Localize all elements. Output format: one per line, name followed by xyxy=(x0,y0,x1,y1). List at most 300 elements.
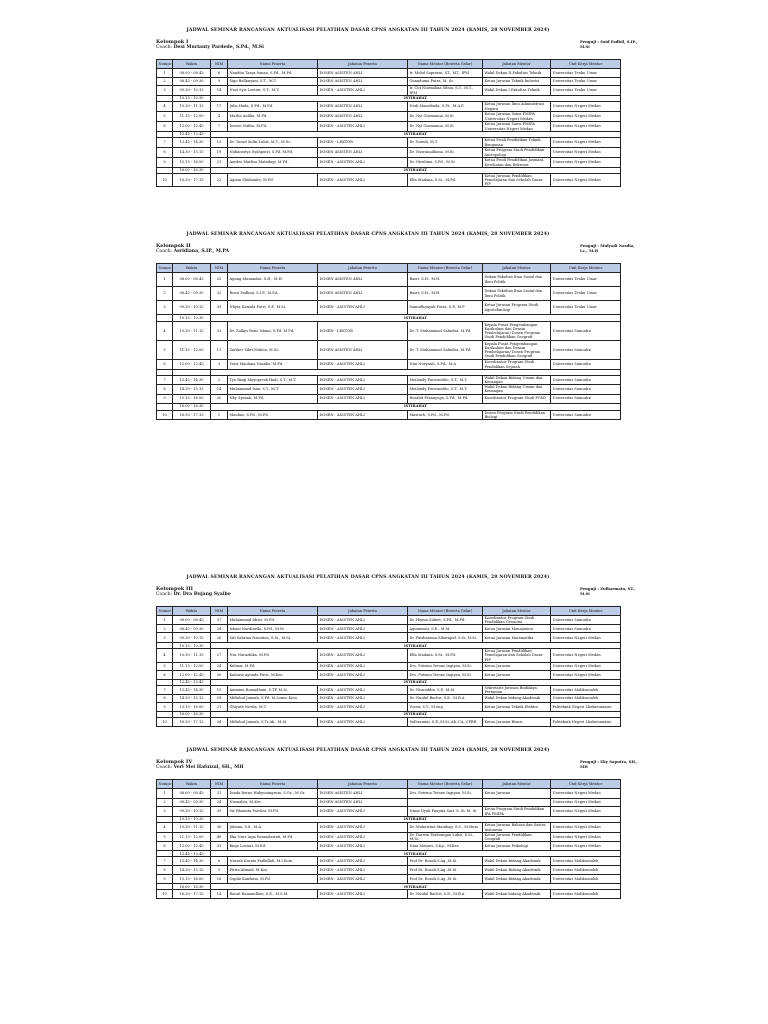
cell-nim: 27 xyxy=(211,649,228,662)
cell-nama: Ospila Kanfaria, M.Pd. xyxy=(228,875,318,884)
cell-jab: DOSEN ASISTEN AHLI xyxy=(318,102,408,112)
cell-mentor: Dr. Nirubina, S.Pd., M.Sr xyxy=(408,158,483,168)
cell-no: 3 xyxy=(157,807,173,817)
cell-waktu: 13.45 - 14.30 xyxy=(173,857,211,866)
cell-jm: Ketua Jurusan Ilmu Administrasi Negara xyxy=(483,102,551,112)
cell-nama: Nidiansriya Syahputri, S.Pd. M.Pd. xyxy=(228,148,318,158)
cell-waktu: 14.30 - 15.15 xyxy=(173,694,211,702)
table-row xyxy=(157,410,621,419)
table-row xyxy=(157,799,621,807)
cell-unit: Universitas Teuku Umar xyxy=(551,86,621,96)
cell-jm: Ketua Program Studi Pendidikan IPA FMIPA xyxy=(483,807,551,817)
column-header: Unit Kerja Mentor xyxy=(551,780,621,789)
column-header: Jabatan Peserta xyxy=(318,780,408,789)
cell-nama: Tyo Rizqi Mayopresk Hadi, S.T., M.T. xyxy=(228,376,318,385)
cell-jab: DOSEN ASISTEN AHLI xyxy=(318,148,408,158)
cell-nim: 33 xyxy=(211,842,228,851)
cell-waktu: 16.30 - 17.15 xyxy=(173,717,211,726)
break-label: ISTIRAHAT xyxy=(211,643,621,649)
cell-no: 9 xyxy=(157,702,173,711)
cell-jab: DOSEN - ASISTEN AHLI xyxy=(318,625,408,633)
cell-mentor: Prof Dr. Rozali,S.Ag.,M.Si. xyxy=(408,866,483,875)
schedule-table xyxy=(156,779,621,899)
cell-unit: Universitas Malikussaleh xyxy=(551,875,621,884)
cell-mentor: Drs. Putrina Tersne Ingiyan, M.Si. xyxy=(408,670,483,679)
column-header: Nama Peserta xyxy=(228,60,318,69)
cell-jab: DOSEN - ASISTEN AHLI xyxy=(318,360,408,370)
cell-mentor: Dr. Nusranadhana, M.Si. xyxy=(408,148,483,158)
column-header: Jabatan Mentor xyxy=(483,780,551,789)
cell-nim: 31 xyxy=(211,789,228,799)
cell-nama: Rossi Fadhini, S.I.P., M.P.A. xyxy=(228,287,318,301)
cell-jab: DOSEN - ASISTEN AHLI xyxy=(318,685,408,694)
cell-waktu: 13.45 - 14.30 xyxy=(173,376,211,385)
table-row xyxy=(157,322,621,341)
cell-waktu: 15.15 - 16.00 xyxy=(173,702,211,711)
cell-mentor: Dr. Nuidul Bachri, S.E., M.B.A xyxy=(408,890,483,899)
cell-no: 8 xyxy=(157,148,173,158)
cell-mentor: Nadi Mansibuda, S.Pt., M.A.P. xyxy=(408,102,483,112)
break-label: ISTIRAHAT xyxy=(211,315,621,322)
cell-mentor: Basri, S.H., M.H. xyxy=(408,273,483,287)
table-row xyxy=(157,662,621,670)
cell-jab: DOSEN ASISTEN AHLI xyxy=(318,789,408,799)
cell-unit: Universitas Malikussaleh xyxy=(551,694,621,702)
cell-nim: 15 xyxy=(211,685,228,694)
cell-jm: Wakil Dekan I Fakultas Teknik xyxy=(483,86,551,96)
cell-nim: 36 xyxy=(211,823,228,833)
cell-waktu: 11.15 - 12.00 xyxy=(173,341,211,360)
cell-waktu: 10.30 - 11.15 xyxy=(173,322,211,341)
cell-waktu: 15.15 - 16.00 xyxy=(173,394,211,403)
cell-jm: Ketua Prodi Pendidikan Jasmani, Kesehatan dan Rekreasi xyxy=(483,158,551,168)
table-row xyxy=(157,717,621,726)
column-header: Waktu xyxy=(173,60,211,69)
table-row xyxy=(157,685,621,694)
cell-jm: Dekan Fakultas Ilmu Sosial dan Ilmu Politik xyxy=(483,287,551,301)
cell-no: 1 xyxy=(157,789,173,799)
cell-no: 1 xyxy=(157,616,173,625)
cell-no: 7 xyxy=(157,857,173,866)
cell-mentor: Elfa Madana, S.Si., M.Pd. xyxy=(408,649,483,662)
cell-jm: Kepala Pusat Pengembangan Kurikulum dan Desain Pembelajaran/ Dosen Program Studi Pendidikan Geografi xyxy=(483,322,551,341)
cell-no: 10 xyxy=(157,174,173,187)
cell-no: 1 xyxy=(157,69,173,78)
table-row xyxy=(157,616,621,625)
column-header: Unit Kerja Mentor xyxy=(551,607,621,616)
column-header: Nama Peserta xyxy=(228,780,318,789)
cell-nama: Nur Nurazhika, M.Pd. xyxy=(228,649,318,662)
cell-nama: Mauliae, S.Pd., M.Pd. xyxy=(228,410,318,419)
schedule-title: JADWAL SEMINAR RANCANGAN AKTUALISASI PELATIHAN DASAR CPNS ANGKATAN III TAHUN 2024 (KAMIS, 28 NOVEMBER 2024) xyxy=(186,575,550,580)
cell-nama: Murlia Aulilia, M.Pd. xyxy=(228,112,318,122)
table-header-row xyxy=(157,60,621,69)
group-name: Kelompok I xyxy=(156,39,189,45)
cell-jm: Ketua Jurusan Pendidikan Pemelajaran dan Sekolah Dasar PIP xyxy=(483,174,551,187)
cell-jm: Ketua Jurusan Sains FMIPA Universitas Negeri Medan xyxy=(483,112,551,122)
cell-unit: Universitas Negeri Medan xyxy=(551,799,621,807)
cell-no: 4 xyxy=(157,649,173,662)
cell-nim: 24 xyxy=(211,625,228,633)
cell-nim: 8 xyxy=(211,857,228,866)
column-header: Unit Kerja Mentor xyxy=(551,60,621,69)
break-number-cell xyxy=(157,403,173,410)
cell-jab: DOSEN - ASISTEN AHLI xyxy=(318,833,408,842)
schedule-section-1 xyxy=(156,28,638,187)
column-header: Jabatan Mentor xyxy=(483,607,551,616)
break-label: ISTIRAHAT xyxy=(211,711,621,717)
column-header: Waktu xyxy=(173,264,211,273)
cell-waktu: 08.45 - 09.30 xyxy=(173,78,211,86)
table-row xyxy=(157,890,621,899)
cell-jab: DOSEN - LEKTOR xyxy=(318,138,408,148)
cell-no: 1 xyxy=(157,273,173,287)
cell-mentor: Meilandy Purwandito, S.T., M.T. xyxy=(408,376,483,385)
cell-no: 7 xyxy=(157,376,173,385)
cell-mentor: Nina Mawati, S.Kp., M.Kes xyxy=(408,842,483,851)
cell-waktu: 16.30 - 17.15 xyxy=(173,174,211,187)
cell-unit: Universitas Negeri Medan xyxy=(551,833,621,842)
coach-name: Veri Mei Hafuizal, SH., MH xyxy=(173,765,244,770)
cell-unit: Universitas Malikussaleh xyxy=(551,685,621,694)
cell-jab: DOSEN - ASISTEN AHLI xyxy=(318,385,408,394)
cell-no: 2 xyxy=(157,287,173,301)
cell-waktu: 08.00 - 08.45 xyxy=(173,69,211,78)
cell-jm: Wakil Dekan bidang Akademik xyxy=(483,694,551,702)
cell-mentor: Sulharmini, S.E.,M.Si.,Ak.,CA.,CPRR xyxy=(408,717,483,726)
cell-no: 9 xyxy=(157,394,173,403)
cell-waktu: 08.00 - 08.45 xyxy=(173,789,211,799)
cell-nim: 11 xyxy=(211,341,228,360)
cell-nama: Zuriker Zikri Mahen, M.Sc. xyxy=(228,341,318,360)
schedule-table xyxy=(156,263,621,420)
cell-nama: Aardes Marlisa Matadagi, M.Pd. xyxy=(228,158,318,168)
cell-jab: DOSEN - ASISTEN AHLI xyxy=(318,875,408,884)
break-time: 16.00 - 16.30 xyxy=(173,168,211,174)
cell-jm: Wakil Dekan bidang Akademik xyxy=(483,890,551,899)
cell-no: 2 xyxy=(157,78,173,86)
cell-unit: Universitas Samudra xyxy=(551,360,621,370)
cell-waktu: 15.15 - 16.00 xyxy=(173,875,211,884)
cell-jab: DOSEN - ASISTEN AHLI xyxy=(318,694,408,702)
cell-nim: 40 xyxy=(211,833,228,842)
table-row xyxy=(157,633,621,643)
cell-jm: Dekan Fakultas Ilmu Sosial dan Ilmu Politik xyxy=(483,273,551,287)
cell-nim: 3 xyxy=(211,360,228,370)
cell-unit: Universitas Teuku Umar xyxy=(551,287,621,301)
cell-jab: DOSEN - ASISTEN AHLI xyxy=(318,670,408,679)
cell-mentor: Dr. Sutedi, M.T. xyxy=(408,138,483,148)
cell-mentor: Yoseir, S.T., M.eng xyxy=(408,702,483,711)
cell-waktu: 16.30 - 17.15 xyxy=(173,410,211,419)
cell-nim: 20 xyxy=(211,394,228,403)
cell-jm: Wakil Dekan Bidang Umum dan Keuangan xyxy=(483,376,551,385)
coach-label: Coach: xyxy=(156,765,174,770)
cell-no: 6 xyxy=(157,360,173,370)
cell-nama: Isbani Nurdinella, S.Pd., M.M. xyxy=(228,625,318,633)
cell-jm: Ketua Jurusan xyxy=(483,670,551,679)
cell-jm: Wakil Dekan Bidang Akademik xyxy=(483,866,551,875)
cell-waktu: 14.30 - 15.15 xyxy=(173,385,211,394)
cell-nim: 7 xyxy=(211,122,228,132)
cell-jab: DOSEN - ASISTEN AHLI xyxy=(318,662,408,670)
cell-jab: DOSEN - ASISTEN AHLI xyxy=(318,807,408,817)
cell-mentor: Dr. Pardianissa Sibarapid, S.Si.,M.Si. xyxy=(408,633,483,643)
cell-nim: 16 xyxy=(211,875,228,884)
group-name: Kelompok IV xyxy=(156,759,193,765)
cell-unit: Politeknik Negeri Lhokseumawe xyxy=(551,717,621,726)
table-row xyxy=(157,360,621,370)
cell-nama: Muhammad Isan, S.T., M.T. xyxy=(228,385,318,394)
cell-unit: Universitas Malikussaleh xyxy=(551,866,621,875)
column-header: Nama Mentor (Beserta Gelar) xyxy=(408,264,483,273)
table-row xyxy=(157,376,621,385)
cell-nim: 2 xyxy=(211,376,228,385)
cell-no: 4 xyxy=(157,102,173,112)
break-time: 12.45 - 13.45 xyxy=(173,132,211,138)
cell-waktu: 10.30 - 11.15 xyxy=(173,102,211,112)
cell-no: 8 xyxy=(157,866,173,875)
cell-unit: Universitas Samudra xyxy=(551,410,621,419)
schedule-title: JADWAL SEMINAR RANCANGAN AKTUALISASI PELATIHAN DASAR CPNS ANGKATAN III TAHUN 2024 (KAMIS, 28 NOVEMBER 2024) xyxy=(186,28,550,33)
cell-unit: Universitas Negeri Medan xyxy=(551,174,621,187)
cell-jab: DOSEN - ASISTEN AHLI xyxy=(318,301,408,315)
column-header: Jabatan Mentor xyxy=(483,60,551,69)
cell-jab: DOSEN - ASISTEN AHLI xyxy=(318,86,408,96)
table-row xyxy=(157,385,621,394)
cell-jab: DOSEN ASISTEN AHLI xyxy=(318,112,408,122)
cell-jab: DOSEN - ASISTEN AHLI xyxy=(318,842,408,851)
cell-no: 2 xyxy=(157,625,173,633)
break-label: ISTIRAHAT xyxy=(211,168,621,174)
cell-nim: 5 xyxy=(211,866,228,875)
cell-jm: Ketua Jurusan Teknik Industri xyxy=(483,78,551,86)
table-row xyxy=(157,842,621,851)
cell-jm: Ketua Jurusan Manajemen xyxy=(483,625,551,633)
table-row xyxy=(157,702,621,711)
cell-unit: Universitas Negeri Medan xyxy=(551,112,621,122)
cell-unit: Universitas Malikussaleh xyxy=(551,857,621,866)
column-header: Nomor xyxy=(157,60,173,69)
table-row xyxy=(157,341,621,360)
cell-jm: Ketua Jurusan Bisnis xyxy=(483,717,551,726)
cell-no: 5 xyxy=(157,833,173,842)
table-row xyxy=(157,807,621,817)
column-header: NIM xyxy=(211,264,228,273)
cell-mentor: Drs. Putrina Tersne Ingiyan, M.Si. xyxy=(408,789,483,799)
cell-mentor: Dr. Nyi Gusmanua, M.Si xyxy=(408,112,483,122)
column-header: Jabatan Peserta xyxy=(318,607,408,616)
cell-nim: 14 xyxy=(211,385,228,394)
cell-nama: Kalairia Ayunda Putri, M.Kes. xyxy=(228,670,318,679)
cell-no: 6 xyxy=(157,842,173,851)
cell-unit: Universitas Negeri Medan xyxy=(551,670,621,679)
cell-jm: Ketua Jurusan Pendidikan Geografi xyxy=(483,833,551,842)
cell-nim: 13 xyxy=(211,138,228,148)
table-row xyxy=(157,102,621,112)
cell-no: 4 xyxy=(157,322,173,341)
cell-waktu: 09.30 - 10.15 xyxy=(173,633,211,643)
cell-no: 3 xyxy=(157,86,173,96)
cell-unit: Universitas Malikussaleh xyxy=(551,890,621,899)
cell-jab: DOSEN - ASISTEN AHLI xyxy=(318,823,408,833)
cell-no: 3 xyxy=(157,633,173,643)
table-row xyxy=(157,273,621,287)
examiner-label: Penguji : Zulharmain, ST., M.Si xyxy=(580,586,636,596)
cell-no: 9 xyxy=(157,875,173,884)
cell-jab: DOSEN - ASISTEN AHLI xyxy=(318,702,408,711)
cell-unit: Universitas Negeri Medan xyxy=(551,789,621,799)
cell-waktu: 12.00 - 12.45 xyxy=(173,122,211,132)
cell-nim: 22 xyxy=(211,174,228,187)
schedule-title: JADWAL SEMINAR RANCANGAN AKTUALISASI PELATIHAN DASAR CPNS ANGKATAN III TAHUN 2024 (KAMIS, 28 NOVEMBER 2024) xyxy=(186,748,550,753)
cell-no: 2 xyxy=(157,799,173,807)
cell-unit: Universitas Negeri Medan xyxy=(551,842,621,851)
cell-jm: Ketua Jurusan xyxy=(483,662,551,670)
cell-jm: Kepala Pusat Pengembangan Kurikulum dan Desain Pembelajaran/ Dosen Program Studi Pendidikan Geografi xyxy=(483,341,551,360)
column-header: Jabatan Peserta xyxy=(318,60,408,69)
cell-no: 5 xyxy=(157,112,173,122)
cell-jm: Koordinator Program Studi Pendidikan Sejarah xyxy=(483,360,551,370)
schedule-table xyxy=(156,59,621,187)
break-label: ISTIRAHAT xyxy=(211,817,621,823)
cell-nama: Dr. Yosud Sultn Lubis, M.T., M.Sc. xyxy=(228,138,318,148)
cell-no: 6 xyxy=(157,670,173,679)
coach-label: Coach: xyxy=(156,249,174,254)
cell-mentor: Agunawati, S.E., M.M. xyxy=(408,625,483,633)
cell-nim: 9 xyxy=(211,78,228,86)
cell-mentor: Gunaduma Putra, M..Sc. xyxy=(408,78,483,86)
cell-unit: Universitas Teuku Umar xyxy=(551,301,621,315)
cell-nama: Miftahul Jannah, S.Pd. M.Lomic Kein xyxy=(228,694,318,702)
cell-unit: Universitas Samudra xyxy=(551,394,621,403)
table-row xyxy=(157,112,621,122)
cell-no: 8 xyxy=(157,385,173,394)
cell-jab: DOSEN ASISTEN AHLI xyxy=(318,341,408,360)
cell-nama: Nhyta Kamala Putri, S.P., M.Si. xyxy=(228,301,318,315)
cell-waktu: 13.45 - 14.30 xyxy=(173,138,211,148)
cell-jab: DOSEN - ASISTEN AHLI xyxy=(318,410,408,419)
cell-nama: Sir Rhamita Pardosi, M.Pd. xyxy=(228,807,318,817)
cell-jm: Koordinator Program Studi PGSD xyxy=(483,394,551,403)
table-row xyxy=(157,148,621,158)
cell-mentor: Ir. Cut Nurmahaa Sibua, S.T., M.T., IPM xyxy=(408,86,483,96)
table-row xyxy=(157,69,621,78)
column-header: NIM xyxy=(211,780,228,789)
cell-jm: Ketua Jurusan Matematika xyxy=(483,633,551,643)
cell-waktu: 10.30 - 11.15 xyxy=(173,649,211,662)
cell-jab: DOSEN - ASISTEN AHLI xyxy=(318,717,408,726)
cell-unit: Universitas Negeri Medan xyxy=(551,823,621,833)
cell-no: 10 xyxy=(157,717,173,726)
table-row xyxy=(157,78,621,86)
cell-nama: Agung Munandas, S.H., M.H. xyxy=(228,273,318,287)
break-row xyxy=(157,315,621,322)
cell-jab: DOSEN ASISTEN AHLI xyxy=(318,69,408,78)
cell-mentor: Dr. Hiyma Sidnet, S.Pd., M.Pd. xyxy=(408,616,483,625)
break-time: 16.00 - 16.30 xyxy=(173,884,211,890)
cell-jm: Ketua Program Studi Pendidikan Antropologi xyxy=(483,148,551,158)
cell-unit: Universitas Negeri Medan xyxy=(551,102,621,112)
cell-no: 6 xyxy=(157,122,173,132)
column-header: Nama Mentor (Beserta Gelar) xyxy=(408,780,483,789)
cell-jab: DOSEN - ASISTEN AHLI xyxy=(318,633,408,643)
column-header: Nomor xyxy=(157,780,173,789)
cell-jm: Ketua Jurusan Bahasa dan Sastra Indonesia xyxy=(483,823,551,833)
cell-nama: Julia Hada, S.Pd., M.Pd. xyxy=(228,102,318,112)
column-header: Waktu xyxy=(173,780,211,789)
cell-jab: DOSEN - LEKTOR xyxy=(318,322,408,341)
break-label: ISTIRAHAT xyxy=(211,96,621,102)
cell-no: 4 xyxy=(157,823,173,833)
cell-nama: Rinjo Lestari, M.Ed. xyxy=(228,842,318,851)
cell-jm: Dosen Program Studi Pendidikan Biologi xyxy=(483,410,551,419)
cell-nim: 37 xyxy=(211,616,228,625)
table-row xyxy=(157,301,621,315)
break-row xyxy=(157,403,621,410)
coach-line xyxy=(156,249,580,254)
table-row xyxy=(157,833,621,842)
cell-waktu: 08.45 - 09.30 xyxy=(173,799,211,807)
coach-name: Desi Murianty Pardede, S.Pd., M.Si xyxy=(173,45,264,50)
column-header: Nama Mentor (Beserta Gelar) xyxy=(408,60,483,69)
cell-jab: DOSEN ASISTEN AHLI xyxy=(318,799,408,807)
cell-jm: Ketua Prodi Pendidikan Teknik Bangunan xyxy=(483,138,551,148)
cell-waktu: 15.15 - 16.00 xyxy=(173,158,211,168)
cell-mentor xyxy=(408,799,483,807)
cell-mentor: Dr. Nuidul Bachri, S.E., M.B.A xyxy=(408,694,483,702)
cell-waktu: 08.45 - 09.30 xyxy=(173,287,211,301)
table-header-row xyxy=(157,780,621,789)
cell-nama: Nky Syaaah, M.Pd. xyxy=(228,394,318,403)
cell-unit: Universitas Samudra xyxy=(551,616,621,625)
cell-jm: Wakil Dekan Bidang Akademik xyxy=(483,857,551,866)
cell-jm: Sekretaris Jurusan Budidaya Pertanian xyxy=(483,685,551,694)
break-time: 10.15 - 10.30 xyxy=(173,315,211,322)
break-time: 16.00 - 16.30 xyxy=(173,403,211,410)
cell-nim: 21 xyxy=(211,702,228,711)
schedule-section-2 xyxy=(156,232,635,420)
table-row xyxy=(157,875,621,884)
break-label: ISTIRAHAT xyxy=(211,403,621,410)
coach-label: Coach: xyxy=(156,45,174,50)
group-name: Kelompok III xyxy=(156,586,193,592)
cell-nim: 39 xyxy=(211,301,228,315)
coach-line xyxy=(156,45,580,50)
cell-jab: DOSEN ASISTEN AHLI xyxy=(318,287,408,301)
column-header: Nama Mentor (Beserta Gelar) xyxy=(408,607,483,616)
cell-nama: Dr. Zulkys Reno Islami, S.Pd. M.Pd. xyxy=(228,322,318,341)
cell-unit: Universitas Teuku Umar xyxy=(551,78,621,86)
cell-waktu: 11.15 - 12.00 xyxy=(173,112,211,122)
column-header: Nama Peserta xyxy=(228,607,318,616)
cell-mentor: Ninar Dyah Pauptia Sari, S. Si, M. Si xyxy=(408,807,483,817)
cell-no: 9 xyxy=(157,158,173,168)
column-header: Jabatan Peserta xyxy=(318,264,408,273)
break-label: ISTIRAHAT xyxy=(211,884,621,890)
break-time: 12.45 - 13.45 xyxy=(173,851,211,857)
break-label: ISTIRAHAT xyxy=(211,851,621,857)
cell-jab: DOSEN - ASISTEN AHLI xyxy=(318,122,408,132)
cell-mentor: Masrurh, S.Pd., M.Pd. xyxy=(408,410,483,419)
cell-jab: DOSEN - ASISTEN AHLI xyxy=(318,616,408,625)
cell-no: 8 xyxy=(157,694,173,702)
cell-nama: Dinda Retno Wahyuningrum, S.Gz., M.Gz xyxy=(228,789,318,799)
cell-jab: DOSEN - ASISTEN AHLI xyxy=(318,174,408,187)
table-row xyxy=(157,866,621,875)
cell-nama: Nandita Tasya Isman, S.Pd., M.Pd. xyxy=(228,69,318,78)
break-time: 10.15 - 10.30 xyxy=(173,817,211,823)
